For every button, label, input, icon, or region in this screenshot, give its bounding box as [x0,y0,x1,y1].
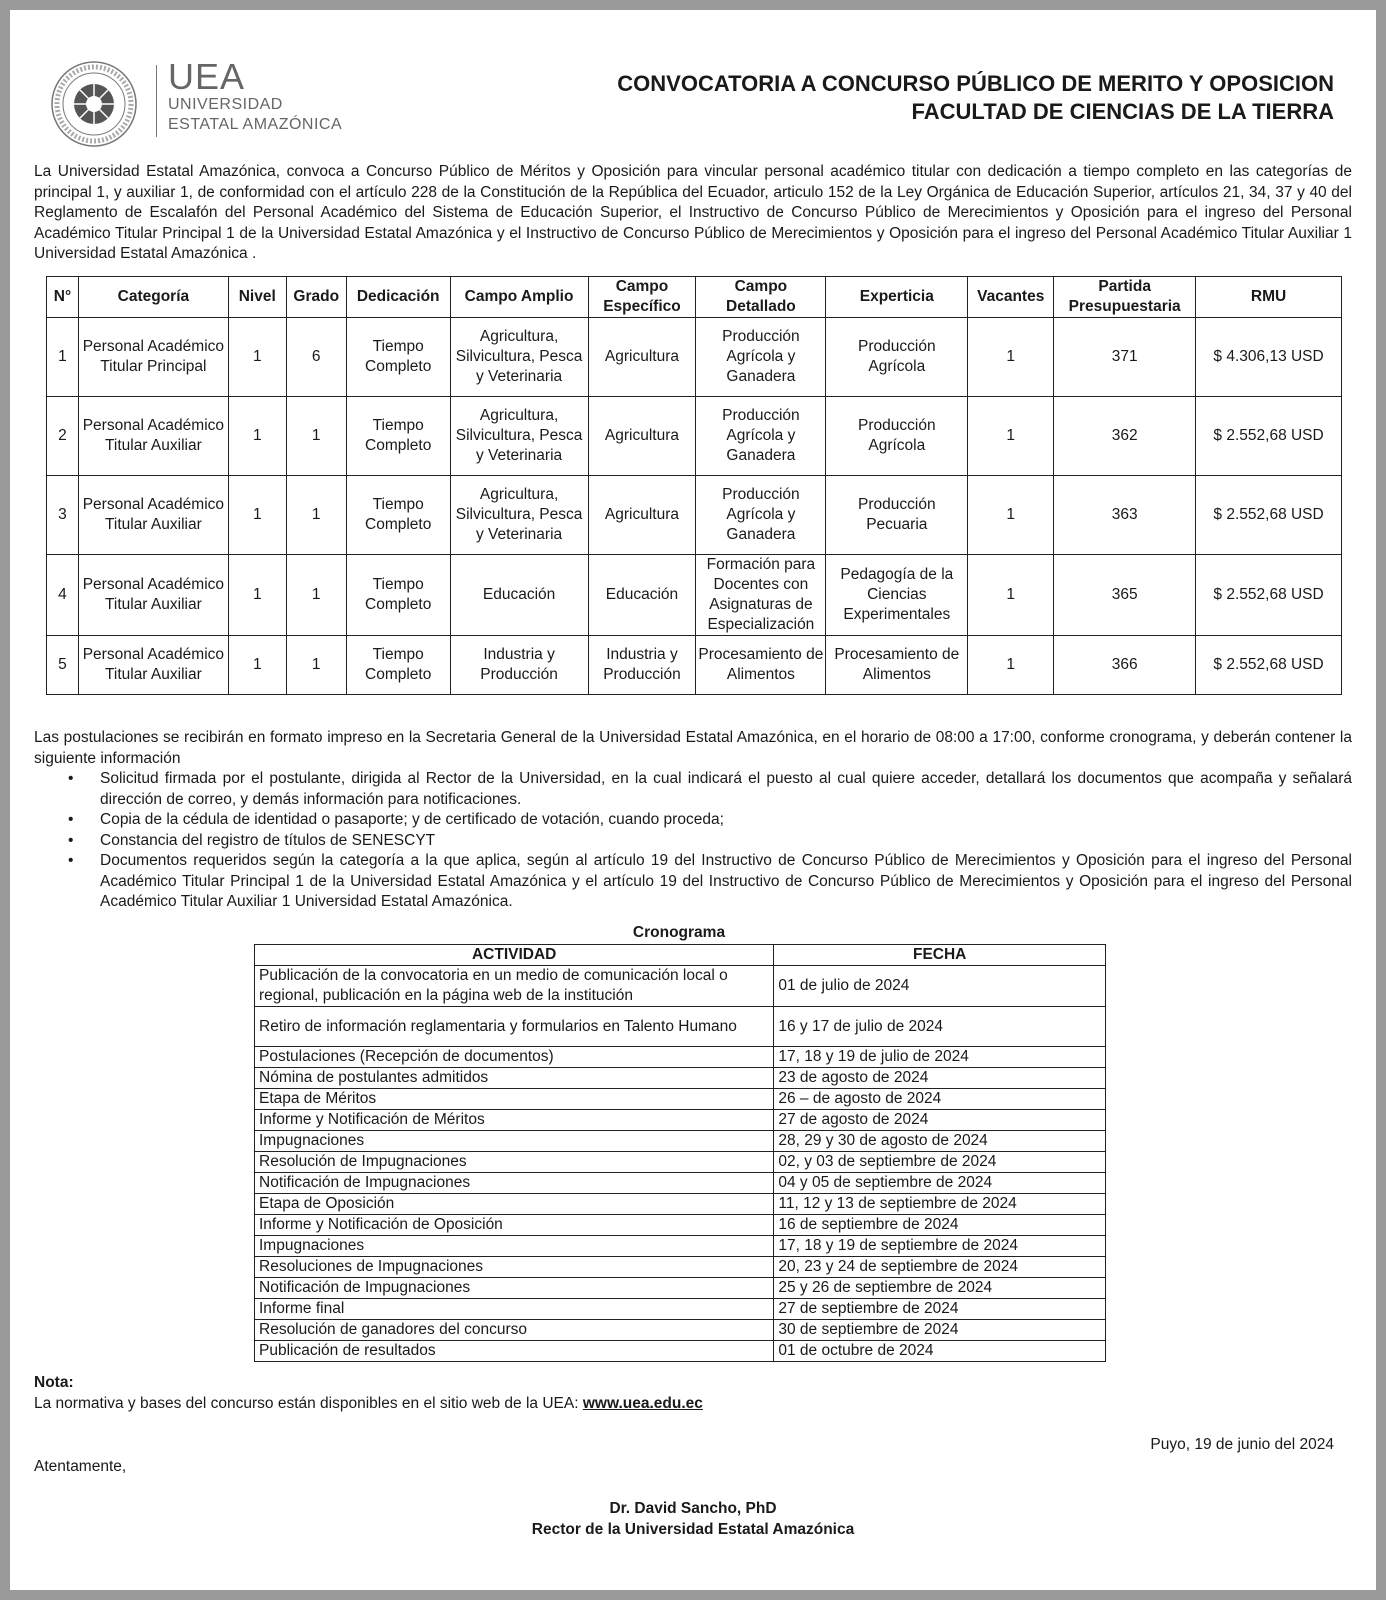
positions-cell: 1 [228,318,286,397]
positions-cell: Agricultura [588,476,696,555]
positions-cell: Pedagogía de la Ciencias Experimentales [826,555,968,636]
positions-header-cell: Grado [286,277,346,318]
university-seal-icon [50,60,138,148]
cronograma-header-cell: FECHA [774,945,1106,966]
positions-cell: 1 [968,555,1054,636]
positions-cell: Educación [588,555,696,636]
cronograma-activity: Nómina de postulantes admitidos [255,1068,774,1089]
positions-cell: Agricultura, Silvicultura, Pesca y Veterinaria [450,397,588,476]
cronograma-date: 01 de octubre de 2024 [774,1341,1106,1362]
document-title [617,70,1334,126]
positions-header-cell: Dedicación [346,277,450,318]
cronograma-activity: Etapa de Oposición [255,1194,774,1215]
positions-header-cell: Experticia [826,277,968,318]
positions-header-cell: RMU [1196,277,1342,318]
positions-cell: Formación para Docentes con Asignaturas de Especialización [696,555,826,636]
logo-divider [156,65,157,137]
positions-cell: Producción Agrícola [826,397,968,476]
cronograma-date: 23 de agosto de 2024 [774,1068,1106,1089]
positions-cell: Agricultura [588,397,696,476]
positions-cell: Agricultura, Silvicultura, Pesca y Veterinaria [450,476,588,555]
positions-cell: Industria y Producción [588,636,696,695]
positions-cell: 1 [228,555,286,636]
cronograma-activity: Publicación de resultados [255,1341,774,1362]
positions-cell: 1 [228,636,286,695]
positions-cell: 371 [1054,318,1196,397]
cronograma-activity: Informe final [255,1299,774,1320]
positions-cell: Agricultura [588,318,696,397]
university-logo [40,50,360,140]
cronograma-table [254,944,1106,1362]
cronograma-title: Cronograma [632,924,726,941]
positions-header-cell: Campo Específico [588,277,696,318]
cronograma-activity: Postulaciones (Recepción de documentos) [255,1047,774,1068]
logo-name-line2: ESTATAL AMAZÓNICA [168,116,343,133]
positions-cell: Personal Académico Titular Auxiliar [78,397,228,476]
cronograma-activity: Impugnaciones [255,1236,774,1257]
title-line2: FACULTAD DE CIENCIAS DE LA TIERRA [911,99,1334,124]
positions-cell: Personal Académico Titular Auxiliar [78,476,228,555]
title-line1: CONVOCATORIA A CONCURSO PÚBLICO DE MERITO Y OPOSICION [617,71,1334,96]
positions-cell: Tiempo Completo [346,397,450,476]
positions-cell: 2 [47,397,79,476]
logo-name [168,95,342,135]
positions-cell: $ 2.552,68 USD [1196,555,1342,636]
cronograma-date: 17, 18 y 19 de julio de 2024 [774,1047,1106,1068]
positions-cell: Personal Académico Titular Auxiliar [78,555,228,636]
cronograma-activity: Retiro de información reglamentaria y formularios en Talento Humano [255,1007,774,1047]
cronograma-row [255,1089,1106,1110]
requirement-item: • Documentos requeridos según la categoría a la que aplica, según al artículo 19 del Instructivo de Concurso Público de Merecimientos y Oposición para el ingreso del Personal Académico Titular Principal 1 de la Universidad Estatal Amazónica y el artículo 19 del Instructivo de Concurso Público de Merecimientos y Oposición para el ingreso del Personal Académico Titular Auxiliar 1 Universidad Estatal Amazónica. [34,851,1352,913]
positions-cell: Tiempo Completo [346,476,450,555]
cronograma-row [255,1047,1106,1068]
positions-cell: 4 [47,555,79,636]
positions-cell: 1 [968,318,1054,397]
positions-cell: Educación [450,555,588,636]
positions-cell: Agricultura, Silvicultura, Pesca y Veterinaria [450,318,588,397]
cronograma-header-cell: ACTIVIDAD [255,945,774,966]
cronograma-row [255,1257,1106,1278]
positions-cell: Tiempo Completo [346,636,450,695]
cronograma-activity: Resolución de Impugnaciones [255,1152,774,1173]
positions-header-cell: N° [47,277,79,318]
cronograma-row [255,1110,1106,1131]
requirement-item: • Constancia del registro de títulos de SENESCYT [34,831,1352,852]
place-date: Puyo, 19 de junio del 2024 [1150,1436,1334,1453]
cronograma-row [255,1173,1106,1194]
positions-cell: 1 [286,555,346,636]
cronograma-activity: Publicación de la convocatoria en un medio de comunicación local o regional, publicación en la página web de la institución [255,966,774,1007]
cronograma-date: 17, 18 y 19 de septiembre de 2024 [774,1236,1106,1257]
positions-cell: Personal Académico Titular Principal [78,318,228,397]
positions-cell: $ 2.552,68 USD [1196,636,1342,695]
positions-cell: 1 [228,476,286,555]
positions-row [47,397,1342,476]
positions-cell: Procesamiento de Alimentos [696,636,826,695]
positions-cell: 1 [968,636,1054,695]
cronograma-row [255,1194,1106,1215]
cronograma-activity: Informe y Notificación de Oposición [255,1215,774,1236]
cronograma-row [255,1320,1106,1341]
positions-header-cell: Nivel [228,277,286,318]
positions-table [46,276,1342,695]
positions-cell: Industria y Producción [450,636,588,695]
cronograma-date: 25 y 26 de septiembre de 2024 [774,1278,1106,1299]
positions-cell: $ 2.552,68 USD [1196,397,1342,476]
requirement-item: • Copia de la cédula de identidad o pasaporte; y de certificado de votación, cuando proceda; [34,810,1352,831]
positions-cell: 1 [968,476,1054,555]
cronograma-row [255,1068,1106,1089]
logo-abbreviation: UEA [168,56,246,97]
cronograma-row [255,1278,1106,1299]
signer-role: Rector de la Universidad Estatal Amazónica [531,1521,855,1538]
cronograma-row [255,1236,1106,1257]
cronograma-activity: Notificación de Impugnaciones [255,1278,774,1299]
nota-body: La normativa y bases del concurso están disponibles en el sitio web de la UEA: [34,1395,583,1412]
cronograma-date: 02, y 03 de septiembre de 2024 [774,1152,1106,1173]
positions-cell: 1 [286,636,346,695]
cronograma-activity: Resolución de ganadores del concurso [255,1320,774,1341]
positions-header-cell: Categoría [78,277,228,318]
nota-label: Nota: [34,1374,74,1391]
positions-header-cell: Campo Amplio [450,277,588,318]
cronograma-row [255,1341,1106,1362]
positions-cell: 1 [286,476,346,555]
positions-cell: Producción Agrícola y Ganadera [696,476,826,555]
positions-cell: 1 [228,397,286,476]
positions-header-row [47,277,1342,318]
cronograma-date: 20, 23 y 24 de septiembre de 2024 [774,1257,1106,1278]
postulaciones-section [34,728,1352,913]
cronograma-date: 01 de julio de 2024 [774,966,1106,1007]
cronograma-row [255,1131,1106,1152]
positions-cell: Personal Académico Titular Auxiliar [78,636,228,695]
website-link[interactable]: www.uea.edu.ec [582,1395,703,1412]
positions-cell: 1 [968,397,1054,476]
cronograma-activity: Informe y Notificación de Méritos [255,1110,774,1131]
positions-cell: 366 [1054,636,1196,695]
positions-cell: Producción Agrícola [826,318,968,397]
positions-cell: Producción Pecuaria [826,476,968,555]
positions-cell: 3 [47,476,79,555]
cronograma-date: 16 y 17 de julio de 2024 [774,1007,1106,1047]
cronograma-header-row [255,945,1106,966]
intro-paragraph: La Universidad Estatal Amazónica, convoca a Concurso Público de Méritos y Oposición para vincular personal académico titular con dedicación a tiempo completo en las categorías de principal 1, y auxiliar 1, de conformidad con el artículo 228 de la Constitución de la República del Ecuador, articulo 152 de la Ley Orgánica de Educación Superior, artículos 21, 34, 37 y 40 del Reglamento de Escalafón del Personal Académico del Sistema de Educación Superior, el Instructivo de Concurso Público de Merecimientos y Oposición para el ingreso del Personal Académico Titular Principal 1 de la Universidad Estatal Amazónica y el Instructivo de Concurso Público de Merecimientos y Oposición para el ingreso del Personal Académico Titular Auxiliar 1 Universidad Estatal Amazónica . [34,163,1352,262]
cronograma-date: 27 de septiembre de 2024 [774,1299,1106,1320]
positions-header-cell: Campo Detallado [696,277,826,318]
requirement-item: • Solicitud firmada por el postulante, dirigida al Rector de la Universidad, en la cual indicará el puesto al cual quiere acceder, detallará los documentos que acompaña y señalará dirección de correo, y demás información para notificaciones. [34,769,1352,810]
cronograma-row [255,1152,1106,1173]
positions-header-cell: Partida Presupuestaria [1054,277,1196,318]
positions-header-cell: Vacantes [968,277,1054,318]
positions-cell: Tiempo Completo [346,318,450,397]
cronograma-date: 16 de septiembre de 2024 [774,1215,1106,1236]
closing: Atentamente, [34,1458,127,1475]
document-page [10,10,1376,1590]
cronograma-date: 04 y 05 de septiembre de 2024 [774,1173,1106,1194]
cronograma-row [255,966,1106,1007]
positions-cell: Tiempo Completo [346,555,450,636]
positions-row [47,636,1342,695]
cronograma-date: 11, 12 y 13 de septiembre de 2024 [774,1194,1106,1215]
positions-cell: $ 4.306,13 USD [1196,318,1342,397]
positions-cell: 6 [286,318,346,397]
positions-cell: 365 [1054,555,1196,636]
positions-cell: Procesamiento de Alimentos [826,636,968,695]
cronograma-activity: Etapa de Méritos [255,1089,774,1110]
cronograma-row [255,1299,1106,1320]
cronograma-activity: Impugnaciones [255,1131,774,1152]
positions-cell: 5 [47,636,79,695]
cronograma-row [255,1007,1106,1047]
positions-cell: Producción Agrícola y Ganadera [696,318,826,397]
cronograma-date: 28, 29 y 30 de agosto de 2024 [774,1131,1106,1152]
positions-cell: 1 [286,397,346,476]
logo-name-line1: UNIVERSIDAD [168,96,283,113]
signer-name: Dr. David Sancho, PhD [609,1500,777,1517]
requirements-list [34,769,1352,913]
cronograma-row [255,1215,1106,1236]
cronograma-activity: Notificación de Impugnaciones [255,1173,774,1194]
positions-cell: $ 2.552,68 USD [1196,476,1342,555]
nota-text [34,1395,703,1413]
positions-row [47,476,1342,555]
postulaciones-text: Las postulaciones se recibirán en formato impreso en la Secretaria General de la Universidad Estatal Amazónica, en el horario de 08:00 a 17:00, conforme cronograma, y deberán contener la siguiente información [34,729,1352,767]
positions-row [47,555,1342,636]
signature-block [10,1498,1376,1540]
positions-cell: 1 [47,318,79,397]
cronograma-activity: Resoluciones de Impugnaciones [255,1257,774,1278]
cronograma-date: 26 – de agosto de 2024 [774,1089,1106,1110]
positions-cell: Producción Agrícola y Ganadera [696,397,826,476]
positions-cell: 362 [1054,397,1196,476]
positions-row [47,318,1342,397]
cronograma-date: 27 de agosto de 2024 [774,1110,1106,1131]
positions-cell: 363 [1054,476,1196,555]
cronograma-date: 30 de septiembre de 2024 [774,1320,1106,1341]
